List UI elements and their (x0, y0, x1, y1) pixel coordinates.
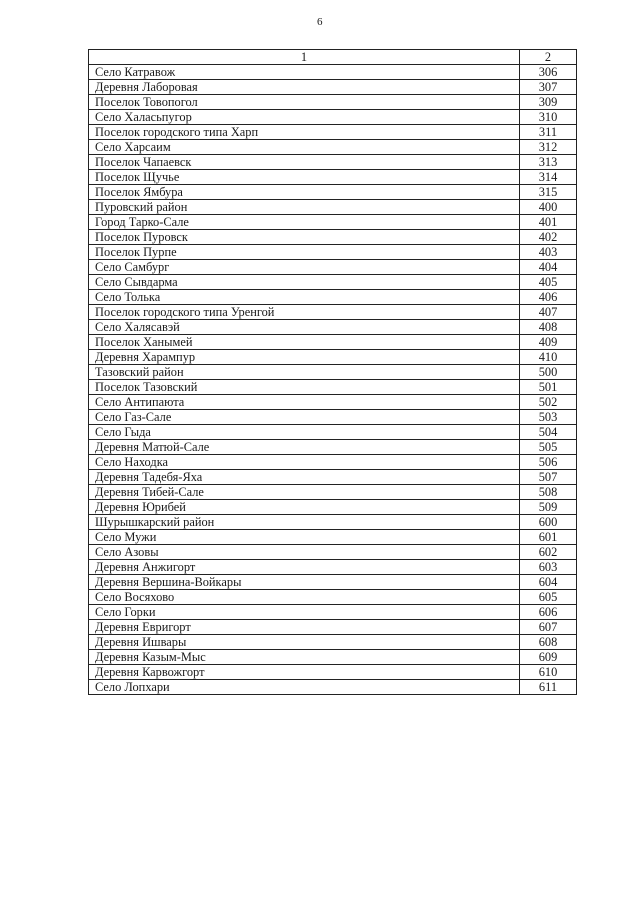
settlement-name-cell: Деревня Матюй-Сале (89, 440, 520, 455)
table-row (89, 305, 577, 320)
table-row (89, 350, 577, 365)
table-row (89, 140, 577, 155)
table-row (89, 440, 577, 455)
table-row (89, 395, 577, 410)
table-row (89, 425, 577, 440)
table-row (89, 230, 577, 245)
table-row (89, 455, 577, 470)
settlement-name-cell: Поселок Чапаевск (89, 155, 520, 170)
settlement-code-cell: 314 (520, 170, 577, 185)
settlement-code-cell: 601 (520, 530, 577, 545)
page-number: 6 (317, 16, 323, 28)
settlement-name-cell: Село Халасьпугор (89, 110, 520, 125)
settlement-code-cell: 403 (520, 245, 577, 260)
settlement-name-cell: Деревня Тадебя-Яха (89, 470, 520, 485)
settlement-code-cell: 501 (520, 380, 577, 395)
table-row (89, 635, 577, 650)
settlement-name-cell: Деревня Анжигорт (89, 560, 520, 575)
settlement-code-cell: 505 (520, 440, 577, 455)
settlement-name-cell: Поселок Щучье (89, 170, 520, 185)
settlement-code-cell: 500 (520, 365, 577, 380)
settlement-code-table (88, 49, 577, 695)
settlement-name-cell: Село Мужи (89, 530, 520, 545)
settlement-code-cell: 507 (520, 470, 577, 485)
table-row (89, 605, 577, 620)
table-row (89, 665, 577, 680)
settlement-code-cell: 306 (520, 65, 577, 80)
settlement-name-cell: Поселок городского типа Харп (89, 125, 520, 140)
settlement-code-cell: 602 (520, 545, 577, 560)
table-row (89, 650, 577, 665)
settlement-name-cell: Деревня Казым-Мыс (89, 650, 520, 665)
table-row (89, 500, 577, 515)
settlement-name-cell: Село Азовы (89, 545, 520, 560)
table-row (89, 320, 577, 335)
settlement-name-cell: Село Восяхово (89, 590, 520, 605)
table-row (89, 290, 577, 305)
settlement-name-cell: Деревня Ишвары (89, 635, 520, 650)
settlement-code-cell: 311 (520, 125, 577, 140)
settlement-code-cell: 310 (520, 110, 577, 125)
settlement-code-cell: 608 (520, 635, 577, 650)
table-row (89, 575, 577, 590)
settlement-code-cell: 406 (520, 290, 577, 305)
table-row (89, 275, 577, 290)
settlement-name-cell: Село Газ-Сале (89, 410, 520, 425)
table-row (89, 545, 577, 560)
settlement-code-cell: 605 (520, 590, 577, 605)
table-row (89, 110, 577, 125)
settlement-code-cell: 506 (520, 455, 577, 470)
settlement-name-cell: Село Самбург (89, 260, 520, 275)
table-row (89, 260, 577, 275)
column-header-code: 2 (520, 50, 577, 65)
settlement-name-cell: Поселок Пуровск (89, 230, 520, 245)
table-row (89, 65, 577, 80)
settlement-name-cell: Деревня Лаборовая (89, 80, 520, 95)
settlement-name-cell: Пуровский район (89, 200, 520, 215)
settlement-name-cell: Село Гыда (89, 425, 520, 440)
settlement-name-cell: Поселок Ямбура (89, 185, 520, 200)
table-row (89, 515, 577, 530)
settlement-code-cell: 600 (520, 515, 577, 530)
table-row (89, 680, 577, 695)
settlement-code-cell: 503 (520, 410, 577, 425)
settlement-name-cell: Село Толька (89, 290, 520, 305)
settlement-name-cell: Поселок Товопогол (89, 95, 520, 110)
settlement-name-cell: Поселок Ханымей (89, 335, 520, 350)
table-body (89, 50, 577, 695)
settlement-code-cell: 404 (520, 260, 577, 275)
settlement-name-cell: Село Катравож (89, 65, 520, 80)
settlement-code-cell: 401 (520, 215, 577, 230)
table-row (89, 80, 577, 95)
settlement-code-cell: 409 (520, 335, 577, 350)
settlement-code-cell: 502 (520, 395, 577, 410)
table-row (89, 335, 577, 350)
settlement-name-cell: Село Антипаюта (89, 395, 520, 410)
settlement-code-cell: 603 (520, 560, 577, 575)
settlement-code-cell: 410 (520, 350, 577, 365)
settlement-name-cell: Поселок Тазовский (89, 380, 520, 395)
settlement-name-cell: Село Находка (89, 455, 520, 470)
table-row (89, 410, 577, 425)
table-row (89, 170, 577, 185)
table-row (89, 530, 577, 545)
settlement-code-cell: 611 (520, 680, 577, 695)
settlement-name-cell: Деревня Карвожгорт (89, 665, 520, 680)
table-row (89, 185, 577, 200)
table-row (89, 485, 577, 500)
settlement-name-cell: Село Халясавэй (89, 320, 520, 335)
settlement-code-cell: 315 (520, 185, 577, 200)
settlement-code-cell: 313 (520, 155, 577, 170)
settlement-code-cell: 307 (520, 80, 577, 95)
table-header-row (89, 50, 577, 65)
settlement-code-cell: 604 (520, 575, 577, 590)
settlement-code-cell: 408 (520, 320, 577, 335)
settlement-code-cell: 504 (520, 425, 577, 440)
settlement-code-cell: 402 (520, 230, 577, 245)
table-row (89, 155, 577, 170)
settlement-name-cell: Село Лопхари (89, 680, 520, 695)
settlement-code-cell: 405 (520, 275, 577, 290)
table-row (89, 590, 577, 605)
settlement-name-cell: Деревня Вершина-Войкары (89, 575, 520, 590)
column-header-name: 1 (89, 50, 520, 65)
table-row (89, 215, 577, 230)
table-row (89, 200, 577, 215)
table-row (89, 560, 577, 575)
table-row (89, 125, 577, 140)
settlement-name-cell: Город Тарко-Сале (89, 215, 520, 230)
settlement-name-cell: Деревня Евригорт (89, 620, 520, 635)
settlement-code-cell: 312 (520, 140, 577, 155)
settlement-name-cell: Село Харсаим (89, 140, 520, 155)
table-row (89, 365, 577, 380)
settlement-code-cell: 607 (520, 620, 577, 635)
table-row (89, 95, 577, 110)
settlement-name-cell: Поселок городского типа Уренгой (89, 305, 520, 320)
settlement-name-cell: Деревня Тибей-Сале (89, 485, 520, 500)
settlement-name-cell: Поселок Пурпе (89, 245, 520, 260)
table-row (89, 380, 577, 395)
settlement-code-cell: 508 (520, 485, 577, 500)
settlement-name-cell: Шурышкарский район (89, 515, 520, 530)
settlement-code-cell: 606 (520, 605, 577, 620)
settlement-name-cell: Тазовский район (89, 365, 520, 380)
settlement-name-cell: Деревня Юрибей (89, 500, 520, 515)
settlement-name-cell: Деревня Харампур (89, 350, 520, 365)
settlement-code-cell: 610 (520, 665, 577, 680)
table-row (89, 245, 577, 260)
settlement-code-cell: 400 (520, 200, 577, 215)
settlement-code-cell: 509 (520, 500, 577, 515)
table-row (89, 620, 577, 635)
table-row (89, 470, 577, 485)
settlement-code-cell: 309 (520, 95, 577, 110)
settlement-code-cell: 407 (520, 305, 577, 320)
settlement-name-cell: Село Сывдарма (89, 275, 520, 290)
settlement-name-cell: Село Горки (89, 605, 520, 620)
settlement-code-cell: 609 (520, 650, 577, 665)
